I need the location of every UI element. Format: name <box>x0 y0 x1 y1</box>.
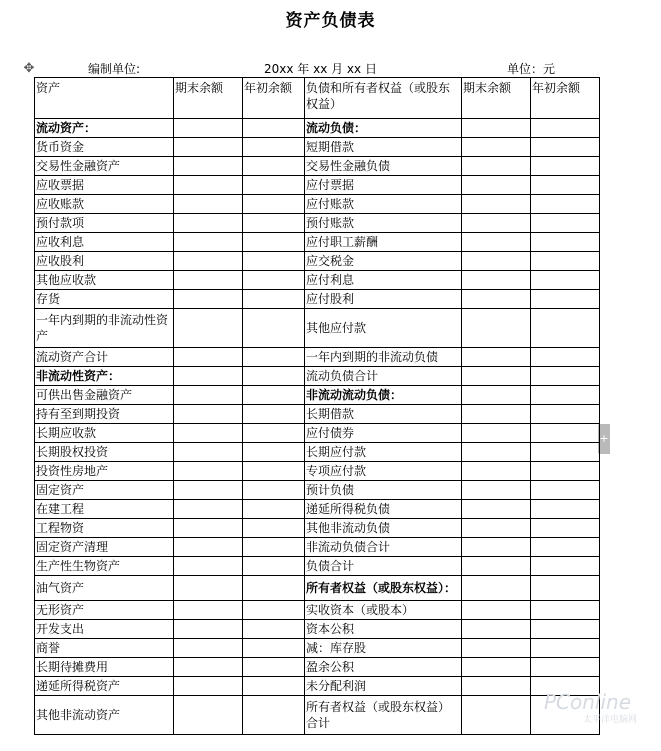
asset-beginning-cell[interactable] <box>243 443 305 462</box>
asset-beginning-cell[interactable] <box>243 214 305 233</box>
liability-period-end-cell[interactable] <box>462 233 531 252</box>
liability-item-cell: 实收资本（或股本） <box>305 601 462 620</box>
liability-period-end-cell[interactable] <box>462 119 531 138</box>
liability-item-cell: 非流动流动负债： <box>305 386 462 405</box>
liability-period-end-cell[interactable] <box>462 500 531 519</box>
header-beginning-balance: 年初余额 <box>243 78 305 119</box>
liability-period-end-cell[interactable] <box>462 639 531 658</box>
asset-period-end-cell[interactable] <box>174 138 243 157</box>
asset-beginning-cell[interactable] <box>243 367 305 386</box>
asset-beginning-cell[interactable] <box>243 157 305 176</box>
table-row <box>35 309 600 348</box>
asset-period-end-cell[interactable] <box>174 271 243 290</box>
balance-sheet-table <box>34 77 600 735</box>
asset-item-cell: 非流动性资产： <box>35 367 174 386</box>
liability-item-cell: 预付账款 <box>305 214 462 233</box>
asset-item-cell: 一年内到期的非流动性资产 <box>35 309 174 348</box>
liability-item-cell: 负债合计 <box>305 557 462 576</box>
liability-period-end-cell[interactable] <box>462 176 531 195</box>
liability-item-cell: 其他非流动负债 <box>305 519 462 538</box>
liability-period-end-cell[interactable] <box>462 443 531 462</box>
asset-period-end-cell[interactable] <box>174 538 243 557</box>
asset-period-end-cell[interactable] <box>174 214 243 233</box>
liability-period-end-cell[interactable] <box>462 557 531 576</box>
asset-beginning-cell[interactable] <box>243 348 305 367</box>
liability-beginning-cell[interactable] <box>531 658 600 677</box>
asset-period-end-cell[interactable] <box>174 176 243 195</box>
table-row <box>35 620 600 639</box>
liability-item-cell: 所有者权益（或股东权益）合计 <box>305 696 462 735</box>
asset-period-end-cell[interactable] <box>174 424 243 443</box>
liability-period-end-cell[interactable] <box>462 538 531 557</box>
asset-beginning-cell[interactable] <box>243 620 305 639</box>
liability-beginning-cell[interactable] <box>531 386 600 405</box>
liability-item-cell: 应交税金 <box>305 252 462 271</box>
asset-period-end-cell[interactable] <box>174 677 243 696</box>
asset-beginning-cell[interactable] <box>243 424 305 443</box>
header-beginning-balance-right: 年初余额 <box>531 78 600 119</box>
liability-item-cell: 交易性金融负债 <box>305 157 462 176</box>
table-row <box>35 157 600 176</box>
asset-beginning-cell[interactable] <box>243 658 305 677</box>
liability-item-cell: 资本公积 <box>305 620 462 639</box>
asset-beginning-cell[interactable] <box>243 462 305 481</box>
asset-beginning-cell[interactable] <box>243 386 305 405</box>
currency-unit: 单位：元 <box>507 62 556 76</box>
liability-item-cell: 应付账款 <box>305 195 462 214</box>
liability-item-cell: 应付职工薪酬 <box>305 233 462 252</box>
liability-item-cell: 应付利息 <box>305 271 462 290</box>
asset-item-cell: 流动资产合计 <box>35 348 174 367</box>
liability-beginning-cell[interactable] <box>531 214 600 233</box>
asset-item-cell: 预付款项 <box>35 214 174 233</box>
asset-beginning-cell[interactable] <box>243 639 305 658</box>
liability-period-end-cell[interactable] <box>462 271 531 290</box>
asset-beginning-cell[interactable] <box>243 119 305 138</box>
table-row <box>35 424 600 443</box>
liability-beginning-cell[interactable] <box>531 195 600 214</box>
header-assets: 资产 <box>35 78 174 119</box>
liability-period-end-cell[interactable] <box>462 424 531 443</box>
asset-item-cell: 交易性金融资产 <box>35 157 174 176</box>
liability-beginning-cell[interactable] <box>531 309 600 348</box>
report-date: 20xx 年 xx 月 xx 日 <box>264 62 377 76</box>
asset-item-cell: 应收账款 <box>35 195 174 214</box>
table-move-handle-icon[interactable]: ✥ <box>23 61 35 76</box>
asset-item-cell: 持有至到期投资 <box>35 405 174 424</box>
table-row <box>35 443 600 462</box>
liability-period-end-cell[interactable] <box>462 386 531 405</box>
table-row <box>35 601 600 620</box>
liability-beginning-cell[interactable] <box>531 367 600 386</box>
asset-period-end-cell[interactable] <box>174 309 243 348</box>
liability-period-end-cell[interactable] <box>462 519 531 538</box>
asset-period-end-cell[interactable] <box>174 233 243 252</box>
liability-period-end-cell[interactable] <box>462 481 531 500</box>
asset-beginning-cell[interactable] <box>243 481 305 500</box>
liability-period-end-cell[interactable] <box>462 601 531 620</box>
table-row <box>35 348 600 367</box>
liability-item-cell: 专项应付款 <box>305 462 462 481</box>
asset-period-end-cell[interactable] <box>174 119 243 138</box>
liability-beginning-cell[interactable] <box>531 252 600 271</box>
table-row <box>35 271 600 290</box>
liability-item-cell: 所有者权益（或股东权益）： <box>305 576 462 601</box>
liability-beginning-cell[interactable] <box>531 157 600 176</box>
liability-period-end-cell[interactable] <box>462 405 531 424</box>
asset-item-cell: 应收股利 <box>35 252 174 271</box>
liability-item-cell: 非流动负债合计 <box>305 538 462 557</box>
liability-period-end-cell[interactable] <box>462 462 531 481</box>
table-row <box>35 252 600 271</box>
table-row <box>35 176 600 195</box>
liability-item-cell: 预计负债 <box>305 481 462 500</box>
asset-beginning-cell[interactable] <box>243 405 305 424</box>
liability-period-end-cell[interactable] <box>462 290 531 309</box>
liability-beginning-cell[interactable] <box>531 233 600 252</box>
table-row <box>35 557 600 576</box>
liability-item-cell: 应付债券 <box>305 424 462 443</box>
asset-period-end-cell[interactable] <box>174 500 243 519</box>
table-row <box>35 658 600 677</box>
asset-period-end-cell[interactable] <box>174 290 243 309</box>
liability-beginning-cell[interactable] <box>531 519 600 538</box>
liability-beginning-cell[interactable] <box>531 538 600 557</box>
table-row <box>35 290 600 309</box>
liability-beginning-cell[interactable] <box>531 348 600 367</box>
asset-period-end-cell[interactable] <box>174 601 243 620</box>
header-liabilities-equity: 负债和所有者权益（或股东权益） <box>305 78 462 119</box>
table-row <box>35 462 600 481</box>
asset-item-cell: 可供出售金融资产 <box>35 386 174 405</box>
table-row <box>35 138 600 157</box>
asset-item-cell: 固定资产 <box>35 481 174 500</box>
liability-item-cell: 减：库存股 <box>305 639 462 658</box>
table-row <box>35 481 600 500</box>
liability-beginning-cell[interactable] <box>531 176 600 195</box>
liability-item-cell: 盈余公积 <box>305 658 462 677</box>
asset-period-end-cell[interactable] <box>174 519 243 538</box>
liability-beginning-cell[interactable] <box>531 576 600 601</box>
liability-item-cell: 递延所得税负债 <box>305 500 462 519</box>
asset-item-cell: 存货 <box>35 290 174 309</box>
liability-beginning-cell[interactable] <box>531 271 600 290</box>
liability-beginning-cell[interactable] <box>531 557 600 576</box>
table-row <box>35 500 600 519</box>
asset-beginning-cell[interactable] <box>243 576 305 601</box>
asset-beginning-cell[interactable] <box>243 677 305 696</box>
liability-period-end-cell[interactable] <box>462 252 531 271</box>
liability-beginning-cell[interactable] <box>531 138 600 157</box>
liability-beginning-cell[interactable] <box>531 290 600 309</box>
liability-beginning-cell[interactable] <box>531 620 600 639</box>
table-row <box>35 195 600 214</box>
asset-period-end-cell[interactable] <box>174 620 243 639</box>
asset-period-end-cell[interactable] <box>174 462 243 481</box>
company-label: 编制单位: <box>88 62 141 76</box>
liability-item-cell: 应付票据 <box>305 176 462 195</box>
asset-beginning-cell[interactable] <box>243 252 305 271</box>
liability-beginning-cell[interactable] <box>531 500 600 519</box>
asset-item-cell: 生产性生物资产 <box>35 557 174 576</box>
liability-item-cell: 未分配利润 <box>305 677 462 696</box>
page-title: 资产负债表 <box>285 11 376 31</box>
asset-beginning-cell[interactable] <box>243 233 305 252</box>
watermark-subtitle: 太平洋电脑网 <box>582 715 637 725</box>
liability-period-end-cell[interactable] <box>462 195 531 214</box>
liability-item-cell: 长期应付款 <box>305 443 462 462</box>
liability-period-end-cell[interactable] <box>462 157 531 176</box>
table-row <box>35 696 600 735</box>
asset-item-cell: 投资性房地产 <box>35 462 174 481</box>
asset-item-cell: 工程物资 <box>35 519 174 538</box>
asset-beginning-cell[interactable] <box>243 138 305 157</box>
liability-period-end-cell[interactable] <box>462 620 531 639</box>
asset-item-cell: 长期应收款 <box>35 424 174 443</box>
asset-period-end-cell[interactable] <box>174 157 243 176</box>
asset-item-cell: 应收票据 <box>35 176 174 195</box>
liability-item-cell: 其他应付款 <box>305 309 462 348</box>
liability-beginning-cell[interactable] <box>531 639 600 658</box>
liability-period-end-cell[interactable] <box>462 696 531 735</box>
liability-item-cell: 短期借款 <box>305 138 462 157</box>
asset-period-end-cell[interactable] <box>174 481 243 500</box>
asset-period-end-cell[interactable] <box>174 443 243 462</box>
liability-beginning-cell[interactable] <box>531 481 600 500</box>
liability-item-cell: 长期借款 <box>305 405 462 424</box>
liability-period-end-cell[interactable] <box>462 677 531 696</box>
table-row <box>35 677 600 696</box>
asset-period-end-cell[interactable] <box>174 405 243 424</box>
asset-beginning-cell[interactable] <box>243 309 305 348</box>
liability-item-cell: 应付股利 <box>305 290 462 309</box>
table-row <box>35 119 600 138</box>
asset-period-end-cell[interactable] <box>174 557 243 576</box>
liability-period-end-cell[interactable] <box>462 576 531 601</box>
liability-beginning-cell[interactable] <box>531 405 600 424</box>
asset-item-cell: 固定资产清理 <box>35 538 174 557</box>
asset-item-cell: 递延所得税资产 <box>35 677 174 696</box>
liability-period-end-cell[interactable] <box>462 138 531 157</box>
liability-beginning-cell[interactable] <box>531 119 600 138</box>
liability-beginning-cell[interactable] <box>531 601 600 620</box>
asset-period-end-cell[interactable] <box>174 195 243 214</box>
table-row <box>35 538 600 557</box>
liability-period-end-cell[interactable] <box>462 348 531 367</box>
table-row <box>35 639 600 658</box>
watermark-logo: PConline <box>543 690 631 714</box>
asset-item-cell: 流动资产： <box>35 119 174 138</box>
asset-item-cell: 无形资产 <box>35 601 174 620</box>
asset-beginning-cell[interactable] <box>243 696 305 735</box>
asset-item-cell: 应收利息 <box>35 233 174 252</box>
asset-beginning-cell[interactable] <box>243 557 305 576</box>
table-row <box>35 367 600 386</box>
asset-period-end-cell[interactable] <box>174 696 243 735</box>
table-row <box>35 519 600 538</box>
asset-period-end-cell[interactable] <box>174 639 243 658</box>
asset-beginning-cell[interactable] <box>243 271 305 290</box>
asset-item-cell: 在建工程 <box>35 500 174 519</box>
asset-beginning-cell[interactable] <box>243 538 305 557</box>
liability-period-end-cell[interactable] <box>462 367 531 386</box>
header-period-end-balance-right: 期末余额 <box>462 78 531 119</box>
liability-beginning-cell[interactable] <box>531 424 600 443</box>
liability-period-end-cell[interactable] <box>462 658 531 677</box>
asset-beginning-cell[interactable] <box>243 500 305 519</box>
asset-item-cell: 长期待摊费用 <box>35 658 174 677</box>
asset-period-end-cell[interactable] <box>174 348 243 367</box>
table-row <box>35 233 600 252</box>
asset-period-end-cell[interactable] <box>174 252 243 271</box>
add-column-plus-icon[interactable]: + <box>598 424 610 454</box>
liability-beginning-cell[interactable] <box>531 462 600 481</box>
asset-item-cell: 商誉 <box>35 639 174 658</box>
liability-item-cell: 流动负债合计 <box>305 367 462 386</box>
asset-item-cell: 其他应收款 <box>35 271 174 290</box>
asset-item-cell: 油气资产 <box>35 576 174 601</box>
asset-beginning-cell[interactable] <box>243 176 305 195</box>
asset-item-cell: 开发支出 <box>35 620 174 639</box>
asset-beginning-cell[interactable] <box>243 195 305 214</box>
asset-item-cell: 长期股权投资 <box>35 443 174 462</box>
table-row <box>35 386 600 405</box>
table-row <box>35 405 600 424</box>
liability-beginning-cell[interactable] <box>531 443 600 462</box>
asset-item-cell: 其他非流动资产 <box>35 696 174 735</box>
asset-beginning-cell[interactable] <box>243 601 305 620</box>
asset-period-end-cell[interactable] <box>174 367 243 386</box>
asset-period-end-cell[interactable] <box>174 658 243 677</box>
asset-beginning-cell[interactable] <box>243 519 305 538</box>
table-header-row <box>35 78 600 119</box>
asset-period-end-cell[interactable] <box>174 576 243 601</box>
asset-beginning-cell[interactable] <box>243 290 305 309</box>
liability-item-cell: 一年内到期的非流动负债 <box>305 348 462 367</box>
table-row <box>35 214 600 233</box>
asset-item-cell: 货币资金 <box>35 138 174 157</box>
asset-period-end-cell[interactable] <box>174 386 243 405</box>
header-period-end-balance: 期末余额 <box>174 78 243 119</box>
liability-period-end-cell[interactable] <box>462 214 531 233</box>
liability-period-end-cell[interactable] <box>462 309 531 348</box>
table-row <box>35 576 600 601</box>
liability-item-cell: 流动负债： <box>305 119 462 138</box>
